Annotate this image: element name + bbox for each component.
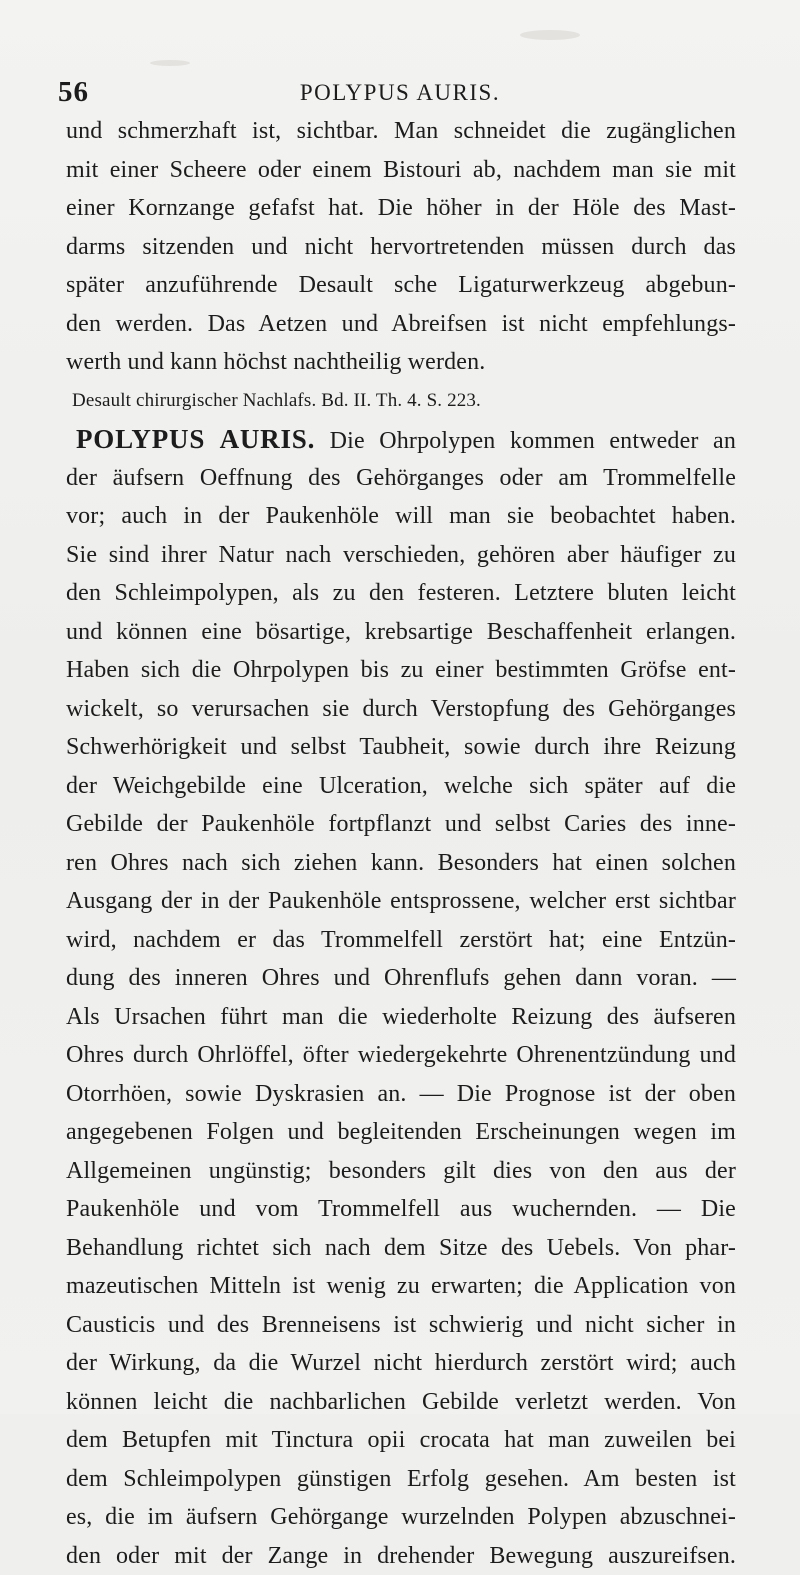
text-line: Schwerhörigkeit und selbst Taubheit, sowie durch ihre Reizung [66,728,736,767]
text-line: es, die im äufsern Gehörgange wurzelnden Polypen abzuschnei- [66,1498,736,1537]
text-line: Paukenhöle und vom Trommelfell aus wuchernden. — Die [66,1190,736,1229]
text-line: dem Schleimpolypen günstigen Erfolg gesehen. Am besten ist [66,1460,736,1499]
text-line: den werden. Das Aetzen und Abreifsen ist nicht empfehlungs- [66,305,736,344]
text-line: können leicht die nachbarlichen Gebilde verletzt werden. Von [66,1383,736,1422]
text-line: einer Kornzange gefafst hat. Die höher in der Höle des Mast- [66,189,736,228]
text-line: Behandlung richtet sich nach dem Sitze des Uebels. Von phar- [66,1229,736,1268]
text-line: Ausgang der in der Paukenhöle entsprossene, welcher erst sichtbar [66,882,736,921]
section-first-line [66,420,736,459]
text-line: dung des inneren Ohres und Ohrenflufs gehen dann voran. — [66,959,736,998]
text-line: werth und kann höchst nachtheilig werden. [66,343,736,382]
text-line: Haben sich die Ohrpolypen bis zu einer bestimmten Gröfse ent- [66,651,736,690]
body-text [66,112,736,1575]
text-line: mit einer Scheere oder einem Bistouri ab, nachdem man sie mit [66,151,736,190]
citation: Desault chirurgischer Nachlafs. Bd. II. Th. 4. S. 223. [66,382,736,421]
text-line: den oder mit der Zange in drehender Bewegung auszureifsen. [66,1537,736,1575]
text-line: Ohres durch Ohrlöffel, öfter wiedergekehrte Ohrenentzündung und [66,1036,736,1075]
text-line: angegebenen Folgen und begleitenden Erscheinungen wegen im [66,1113,736,1152]
text-line: später anzuführende Desault sche Ligaturwerkzeug abgebun- [66,266,736,305]
text-line: Sie sind ihrer Natur nach verschieden, gehören aber häufiger zu [66,536,736,575]
text-line: dem Betupfen mit Tinctura opii crocata hat man zuweilen bei [66,1421,736,1460]
text-line: Als Ursachen führt man die wiederholte Reizung des äufseren [66,998,736,1037]
page-header [58,72,742,112]
text-line: der Weichgebilde eine Ulceration, welche sich später auf die [66,767,736,806]
text-line: Otorrhöen, sowie Dyskrasien an. — Die Prognose ist der oben [66,1075,736,1114]
text-line: wickelt, so verursachen sie durch Verstopfung des Gehörganges [66,690,736,729]
paper-smudge [150,60,190,66]
text-line: wird, nachdem er das Trommelfell zerstört hat; eine Entzün- [66,921,736,960]
text-line: der äufsern Oeffnung des Gehörganges oder am Trommelfelle [66,459,736,498]
text-line: den Schleimpolypen, als zu den festeren. Letztere bluten leicht [66,574,736,613]
text-line: Causticis und des Brenneisens ist schwierig und nicht sicher in [66,1306,736,1345]
section-first-line-text: Die Ohrpolypen kommen entweder an [330,428,736,454]
page-number: 56 [58,76,89,109]
text-line: und schmerzhaft ist, sichtbar. Man schneidet die zugänglichen [66,112,736,151]
text-line: mazeutischen Mitteln ist wenig zu erwarten; die Application von [66,1267,736,1306]
running-head: POLYPUS AURIS. [58,80,742,106]
text-line: und können eine bösartige, krebsartige Beschaffenheit erlangen. [66,613,736,652]
text-line: darms sitzenden und nicht hervortretenden müssen durch das [66,228,736,267]
paper-smudge [520,30,580,40]
text-line: vor; auch in der Paukenhöle will man sie beobachtet haben. [66,497,736,536]
text-line: Gebilde der Paukenhöle fortpflanzt und selbst Caries des inne- [66,805,736,844]
text-line: Allgemeinen ungünstig; besonders gilt dies von den aus der [66,1152,736,1191]
section-heading: POLYPUS AURIS. [76,424,315,454]
text-line: der Wirkung, da die Wurzel nicht hierdurch zerstört wird; auch [66,1344,736,1383]
text-line: ren Ohres nach sich ziehen kann. Besonders hat einen solchen [66,844,736,883]
